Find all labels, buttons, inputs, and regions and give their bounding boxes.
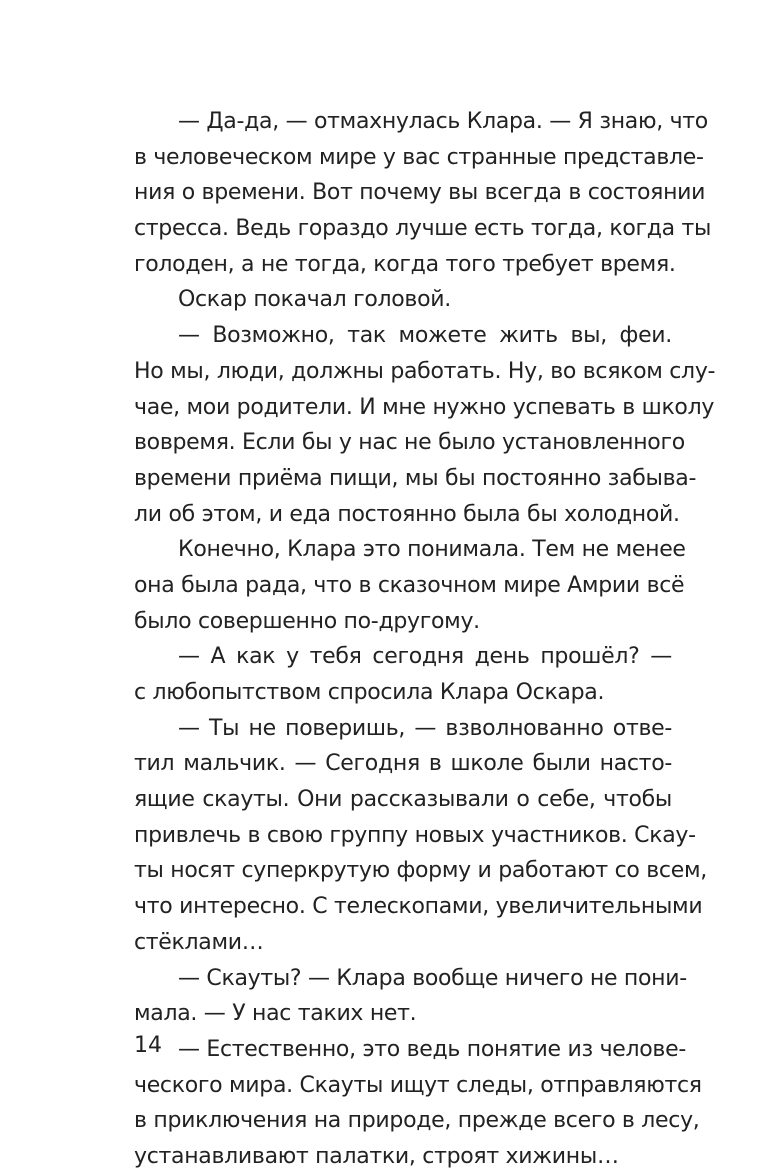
text-line: Оскар покачал головой.	[178, 287, 451, 313]
text-line: Но мы, люди, должны работать. Ну, во всяком слу-	[134, 358, 716, 384]
text-line: ящие скауты. Они рассказывали о себе, чтобы	[134, 787, 672, 813]
text-line: вовремя. Если бы у нас не было установленного	[134, 430, 685, 456]
text-line: привлечь в свою группу новых участников. Скау-	[134, 822, 696, 848]
text-line: — Да-да, — отмахнулась Клара. — Я знаю, что	[178, 109, 708, 134]
text-line: Конечно, Клара это понимала. Тем не менее	[178, 537, 686, 563]
text-line: — Возможно, так можете жить вы, феи.	[178, 323, 672, 349]
text-line: мала. — У нас таких нет.	[134, 1001, 417, 1027]
page-text	[134, 104, 716, 1175]
text-line: тил мальчик. — Сегодня в школе были насто-	[134, 751, 672, 777]
text-line: — Естественно, это ведь понятие из челове-	[178, 1036, 686, 1062]
text-line: ты носят суперкрутую форму и работают со всем,	[134, 858, 707, 884]
text-line: чае, мои родители. И мне нужно успевать в школу	[134, 394, 715, 420]
text-line: ния о времени. Вот почему вы всегда в состоянии	[134, 180, 706, 206]
text-line: ческого мира. Скауты ищут следы, отправляются	[134, 1072, 702, 1098]
text-line: стёклами…	[134, 929, 264, 955]
text-line: было совершенно по-другому.	[134, 608, 480, 634]
text-line: в приключения на природе, прежде всего в лесу,	[134, 1108, 700, 1134]
text-line: голоден, а не тогда, когда того требует время.	[134, 251, 676, 277]
text-line: — Скауты? — Клара вообще ничего не пони-	[178, 965, 687, 991]
text-line: ли об этом, и еда постоянно была бы холодной.	[134, 501, 680, 527]
text-line: с любопытством спросила Клара Оскара.	[134, 680, 605, 705]
text-line: времени приёма пищи, мы бы постоянно забыва-	[134, 465, 697, 491]
text-line: что интересно. С телескопами, увеличительными	[134, 894, 703, 920]
text-line: устанавливают палатки, строят хижины…	[134, 1143, 619, 1169]
text-line: — А как у тебя сегодня день прошёл? —	[178, 644, 672, 670]
text-line: — Ты не поверишь, — взволнованно отве-	[178, 715, 672, 741]
text-line: она была рада, что в сказочном мире Амрии всё	[134, 572, 685, 598]
text-line: в человеческом мире у вас странные представле-	[134, 144, 704, 170]
page-number: 14	[134, 1033, 162, 1058]
text-line: стресса. Ведь гораздо лучше есть тогда, когда ты	[134, 216, 712, 242]
